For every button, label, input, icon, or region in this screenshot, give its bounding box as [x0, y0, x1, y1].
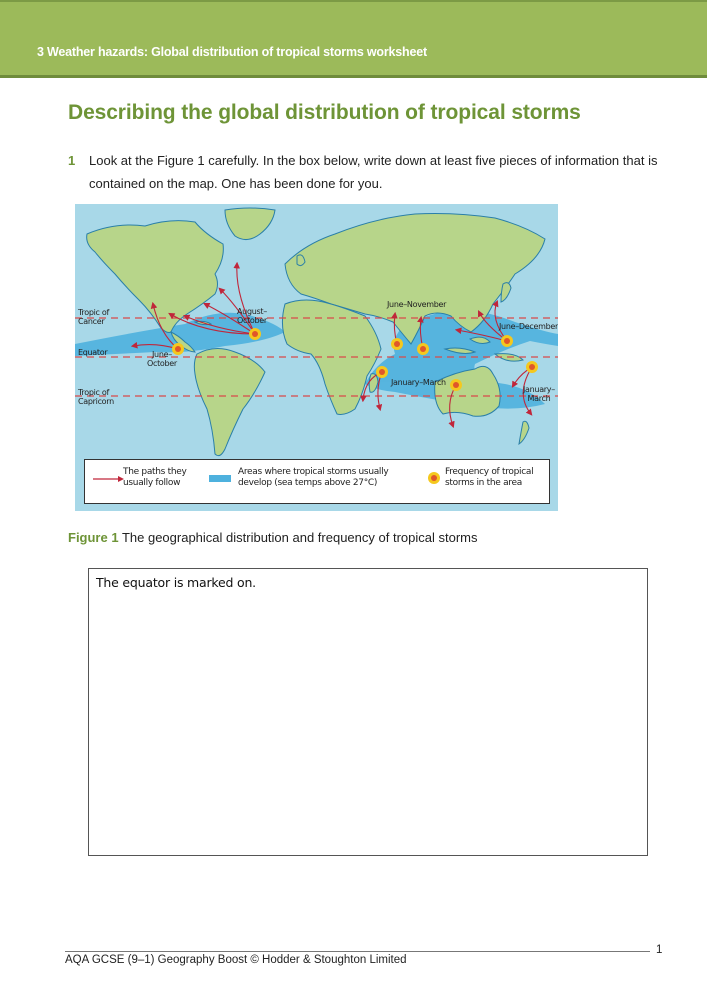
tropical-storms-map — [75, 204, 558, 511]
season-atlantic — [237, 307, 267, 325]
question-text: Look at the Figure 1 carefully. In the box below, write down at least five pieces of information that is contained on the map. One has been done for you. — [89, 153, 658, 191]
figure-label: Figure 1 — [68, 530, 119, 545]
label-line-2: March — [527, 394, 551, 403]
answer-box[interactable] — [88, 568, 648, 856]
legend-frequency — [445, 467, 533, 489]
legend-text-line: Frequency of tropical — [445, 467, 534, 477]
legend-text-line: usually follow — [123, 478, 181, 488]
map-legend — [84, 459, 550, 504]
legend-text-line: Areas where tropical storms usually — [238, 467, 389, 477]
season-south-pacific — [523, 385, 555, 403]
legend-text-line: The paths they — [123, 467, 187, 477]
page-number: 1 — [656, 944, 663, 956]
worksheet-header-title: 3 Weather hazards: Global distribution of tropical storms worksheet — [37, 45, 427, 59]
label-line-2: Cancer — [78, 317, 105, 326]
label-line-1: January– — [523, 385, 555, 394]
season-west-pacific: June–December — [499, 322, 558, 331]
figure-caption-text: The geographical distribution and frequency of tropical storms — [118, 530, 478, 545]
legend-text-line: storms in the area — [445, 478, 522, 488]
header-band — [0, 0, 707, 78]
equator-label: Equator — [78, 348, 108, 357]
label-line-2: October — [147, 359, 177, 368]
footer-divider — [65, 951, 650, 952]
page-title: Describing the global distribution of tropical storms — [68, 101, 581, 124]
tropic-of-capricorn-label — [78, 388, 114, 406]
label-line-1: June– — [151, 350, 172, 359]
label-line-1: Tropic of — [78, 388, 109, 397]
season-south-indian: January–March — [391, 378, 446, 387]
footer-copyright: AQA GCSE (9–1) Geography Boost © Hodder & Stoughton Limited — [65, 954, 407, 966]
legend-text-line: develop (sea temps above 27°C) — [238, 478, 378, 488]
question-number: 1 — [68, 153, 76, 168]
label-line-2: Capricorn — [78, 397, 114, 406]
example-answer: The equator is marked on. — [96, 575, 256, 590]
label-line-1: August– — [237, 307, 267, 316]
tropic-of-cancer-label — [78, 308, 109, 326]
storm-frequency-icon — [427, 471, 441, 485]
path-arrow-icon — [93, 475, 125, 483]
legend-areas — [238, 467, 388, 489]
season-north-indian: June–November — [387, 300, 447, 309]
legend-paths — [123, 467, 187, 489]
label-line-2: October — [237, 316, 267, 325]
season-east-pacific — [147, 350, 177, 368]
development-area-swatch — [209, 475, 231, 482]
figure-caption — [68, 530, 477, 545]
label-line-1: Tropic of — [78, 308, 109, 317]
